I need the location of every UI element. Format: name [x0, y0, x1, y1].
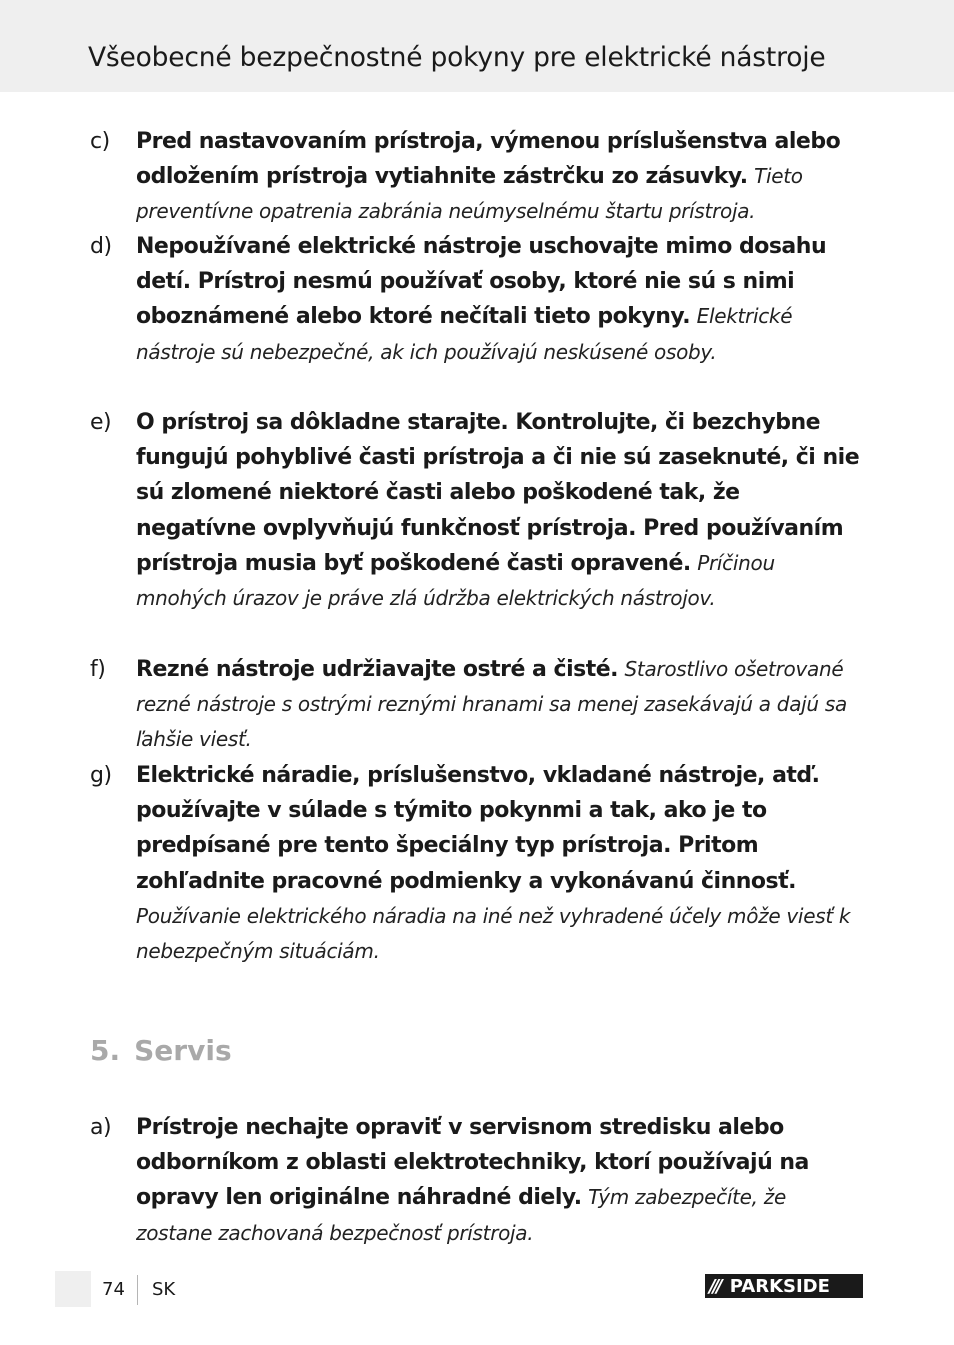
item-body [136, 1110, 866, 1251]
item-bold-text: O prístroj sa dôkladne starajte. Kontrolujte, či bezchybne fungujú pohyblivé časti prístroja a či nie sú zaseknuté, či nie sú zlomené niektoré časti alebo poškodené tak, že negatívne ovplyvňujú funkčnosť prístroja. Pred používaním prístroja musia byť poškodené časti opravené. [136, 410, 860, 576]
language-code: SK [152, 1279, 176, 1300]
item-body [136, 229, 866, 370]
item-bold-text: Nepoužívané elektrické nástroje uschovajte mimo dosahu detí. Prístroj nesmú používať osoby, ktoré nie sú s nimi oboznámené alebo ktoré nečítali tieto pokyny. [136, 234, 827, 330]
item-bold-text: Prístroje nechajte opraviť v servisnom stredisku alebo odborníkom z oblasti elektrotechniky, ktorí používajú na opravy len originálne náhradné diely. [136, 1115, 809, 1211]
item-letter: d) [90, 234, 112, 259]
logo-stripes-icon: /// [709, 1275, 720, 1297]
list-item-f [90, 652, 866, 758]
section-heading [90, 1034, 232, 1067]
item-italic-text: Elektrické nástroje sú nebezpečné, ak ich používajú neskúsené osoby. [136, 304, 793, 364]
page-title: Všeobecné bezpečnostné pokyny pre elektrické nástroje [88, 42, 826, 73]
item-italic-text: Tým zabezpečíte, že zostane zachovaná bezpečnosť prístroja. [136, 1185, 786, 1245]
item-body [136, 405, 866, 616]
item-letter: e) [90, 410, 112, 435]
list-item-service-a [90, 1110, 866, 1251]
brand-name: PARKSIDE [729, 1275, 830, 1297]
item-letter: g) [90, 763, 112, 788]
item-italic-text: Používanie elektrického náradia na iné než vyhradené účely môže viesť k nebezpečným situáciám. [136, 903, 851, 964]
parkside-logo [705, 1274, 863, 1298]
item-bold-text: Elektrické náradie, príslušenstvo, vkladané nástroje, atď. používajte v súlade s týmito pokynmi a tak, ako je to predpísané pre tento špeciálny typ prístroja. Pritom zohľadnite pracovné podmienky a vykonávanú činnosť. [136, 763, 820, 894]
item-letter: a) [90, 1115, 112, 1140]
list-item-c [90, 124, 866, 230]
item-italic-text: Tieto preventívne opatrenia zabránia neúmyselnému štartu prístroja. [136, 164, 803, 224]
section-number: 5. [90, 1034, 121, 1067]
list-item-e [90, 405, 866, 616]
item-bold-text: Rezné nástroje udržiavajte ostré a čisté. [136, 657, 619, 682]
list-item-d [90, 229, 866, 370]
footer-divider [137, 1275, 138, 1305]
item-body [136, 758, 866, 969]
page-number: 74 [102, 1279, 125, 1300]
footer-marker-box [55, 1271, 91, 1307]
item-italic-text: Starostlivo ošetrované rezné nástroje s ostrými reznými hranami sa menej zasekávajú a dajú sa ľahšie viesť. [136, 657, 847, 752]
item-body [136, 124, 866, 230]
item-body [136, 652, 866, 758]
item-letter: f) [90, 657, 106, 682]
item-letter: c) [90, 129, 110, 154]
list-item-g [90, 758, 866, 969]
item-italic-text: Príčinou mnohých úrazov je práve zlá údržba elektrických nástrojov. [136, 550, 775, 611]
section-title: Servis [134, 1034, 232, 1067]
item-bold-text: Pred nastavovaním prístroja, výmenou príslušenstva alebo odložením prístroja vytiahnite zástrčku zo zásuvky. [136, 129, 841, 190]
